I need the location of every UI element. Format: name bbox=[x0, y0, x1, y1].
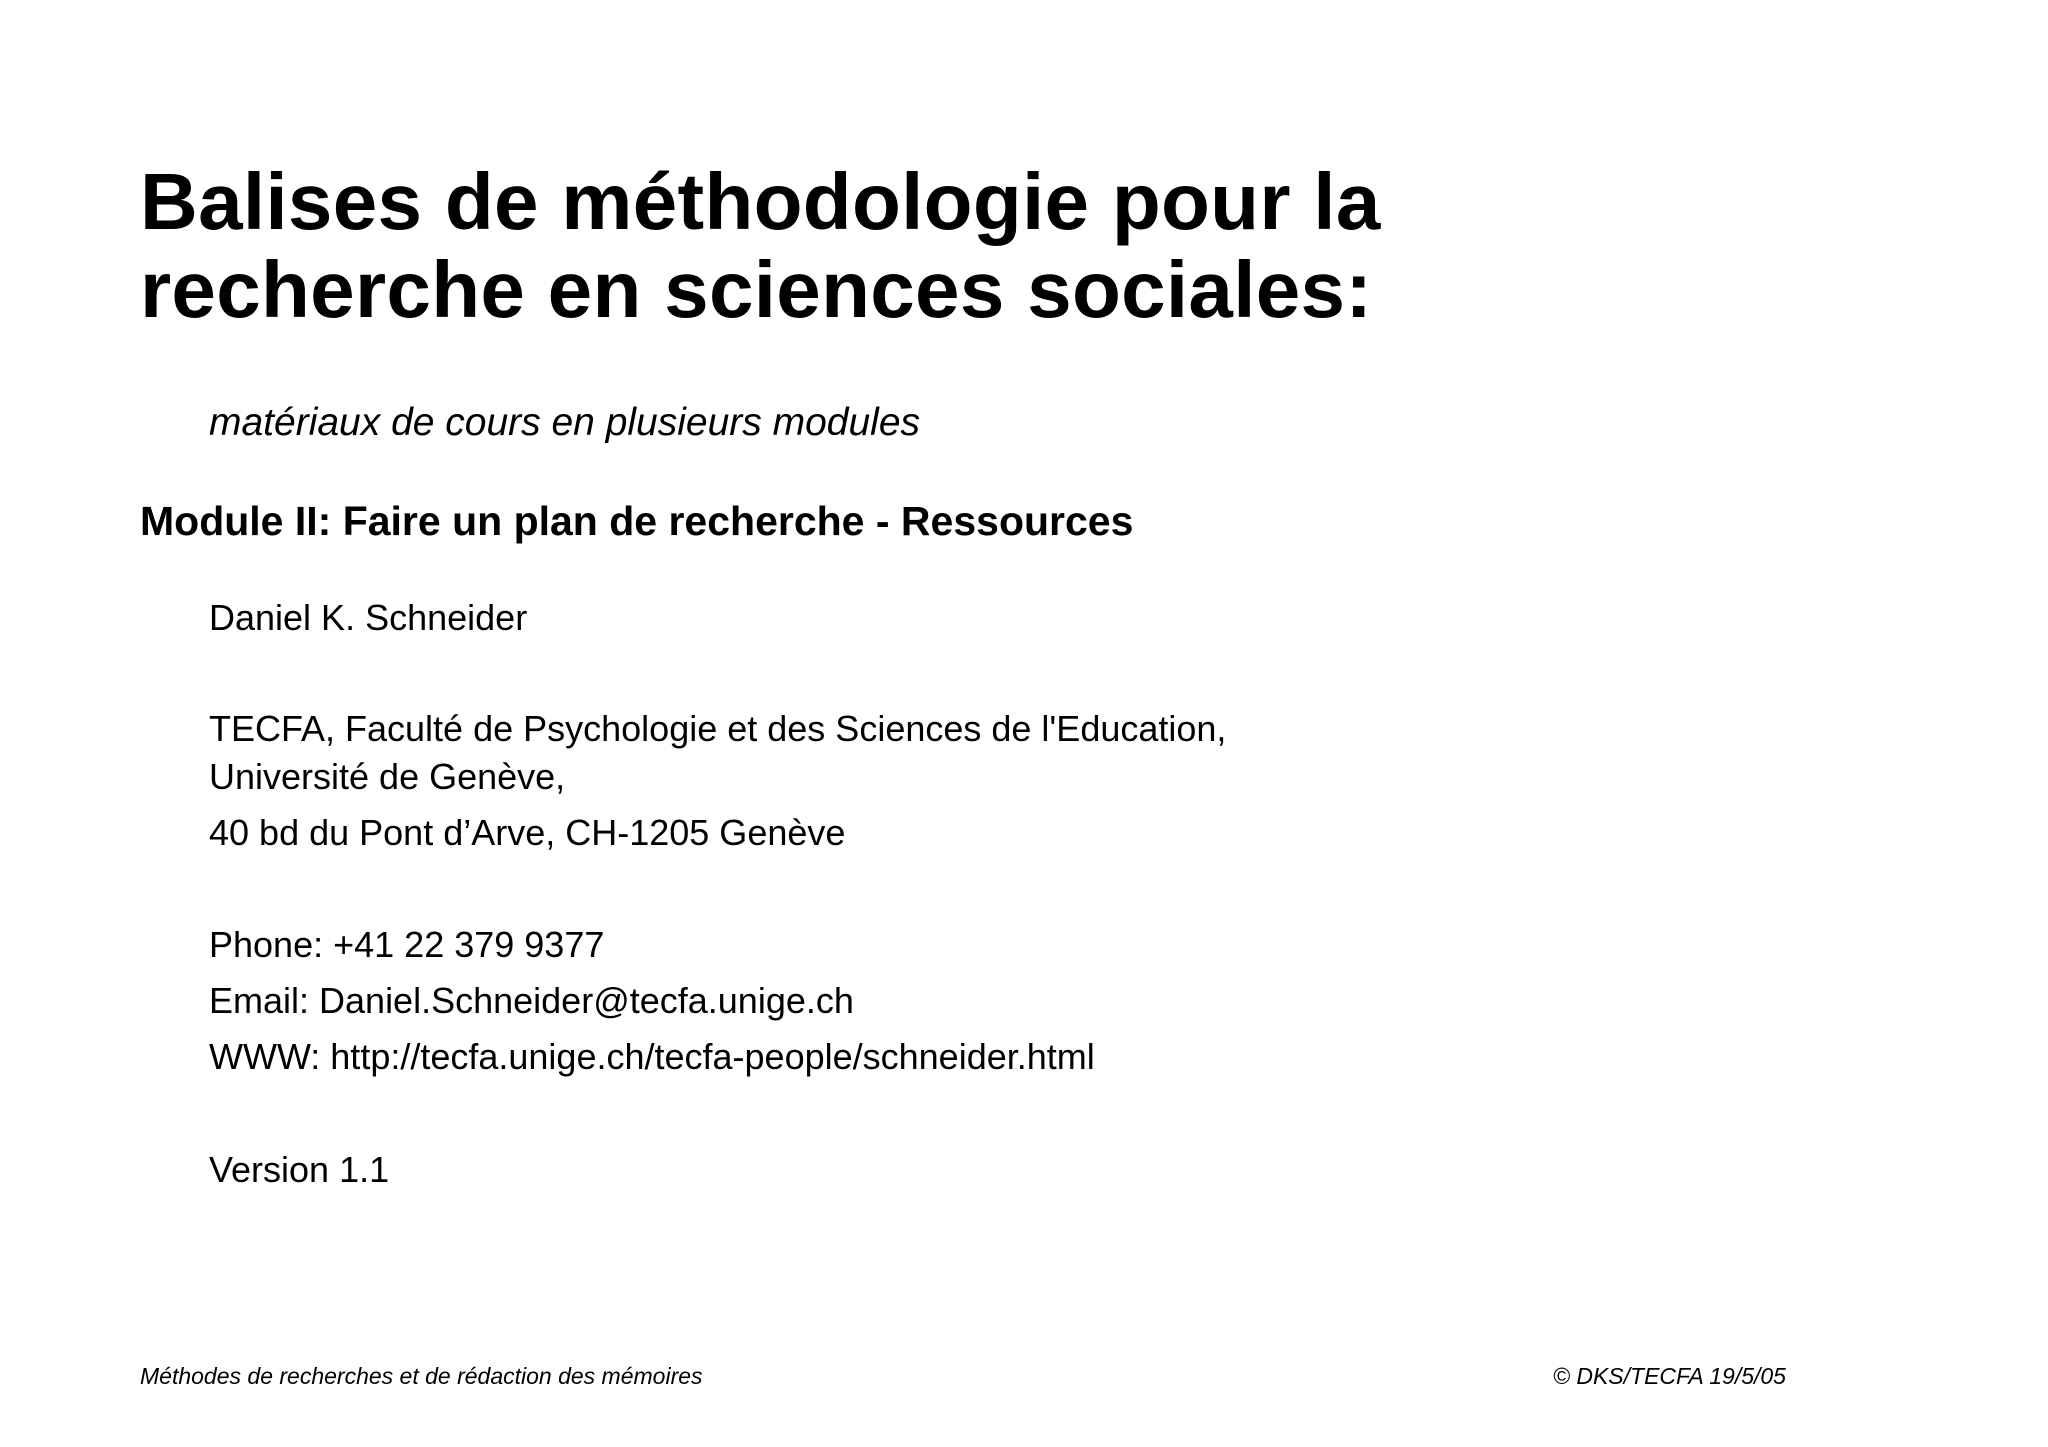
document-subtitle: matériaux de cours en plusieurs modules bbox=[209, 401, 921, 444]
footer-course-title: Méthodes de recherches et de rédaction des mémoires bbox=[140, 1363, 703, 1389]
module-heading: Module II: Faire un plan de recherche - Ressources bbox=[140, 498, 1134, 544]
author-name: Daniel K. Schneider bbox=[209, 597, 528, 638]
title-line-1: Balises de méthodologie pour la bbox=[140, 157, 1381, 246]
www-line: WWW: http://tecfa.unige.ch/tecfa-people/schneider.html bbox=[209, 1036, 1095, 1077]
document-title bbox=[140, 158, 1381, 334]
email-line: Email: Daniel.Schneider@tecfa.unige.ch bbox=[209, 980, 854, 1021]
affiliation-line-2: Université de Genève, bbox=[209, 756, 566, 797]
phone-line: Phone: +41 22 379 9377 bbox=[209, 924, 605, 965]
footer-copyright: © DKS/TECFA 19/5/05 bbox=[1553, 1363, 1786, 1389]
version-line: Version 1.1 bbox=[209, 1149, 390, 1190]
address-line: 40 bd du Pont d’Arve, CH-1205 Genève bbox=[209, 812, 846, 853]
affiliation-line-1: TECFA, Faculté de Psychologie et des Sciences de l'Education, bbox=[209, 708, 1227, 749]
title-line-2: recherche en sciences sociales: bbox=[140, 245, 1373, 334]
